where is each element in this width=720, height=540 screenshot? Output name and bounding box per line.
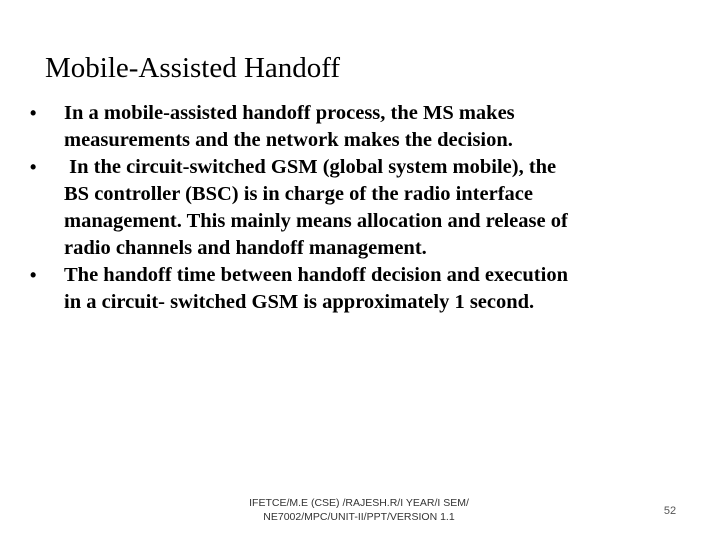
bullet-text-line: The handoff time between handoff decision and execution <box>64 264 568 286</box>
page-number: 52 <box>663 505 677 517</box>
bullet-item <box>30 262 680 316</box>
slide-title: Mobile-Assisted Handoff <box>45 52 341 84</box>
slide-footer <box>200 496 518 524</box>
bullet-marker: • <box>30 265 37 285</box>
bullet-item <box>30 154 680 262</box>
footer-line: IFETCE/M.E (CSE) /RAJESH.R/I YEAR/I SEM/ <box>249 497 469 509</box>
bullet-marker: • <box>30 157 37 177</box>
bullet-text-line: In the circuit-switched GSM (global system mobile), the <box>64 156 557 178</box>
bullet-item <box>30 100 680 154</box>
footer-line: NE7002/MPC/UNIT-II/PPT/VERSION 1.1 <box>263 511 455 523</box>
bullet-text-line: measurements and the network makes the decision. <box>64 129 513 151</box>
bullet-text-line: radio channels and handoff management. <box>64 237 427 259</box>
bullet-text-line: management. This mainly means allocation and release of <box>64 210 568 232</box>
bullet-marker: • <box>30 103 37 123</box>
bullet-list <box>30 100 680 316</box>
bullet-text-line: In a mobile-assisted handoff process, the MS makes <box>64 102 515 124</box>
bullet-text-line: in a circuit- switched GSM is approximately 1 second. <box>64 291 535 313</box>
bullet-text-line: BS controller (BSC) is in charge of the radio interface <box>64 183 533 205</box>
